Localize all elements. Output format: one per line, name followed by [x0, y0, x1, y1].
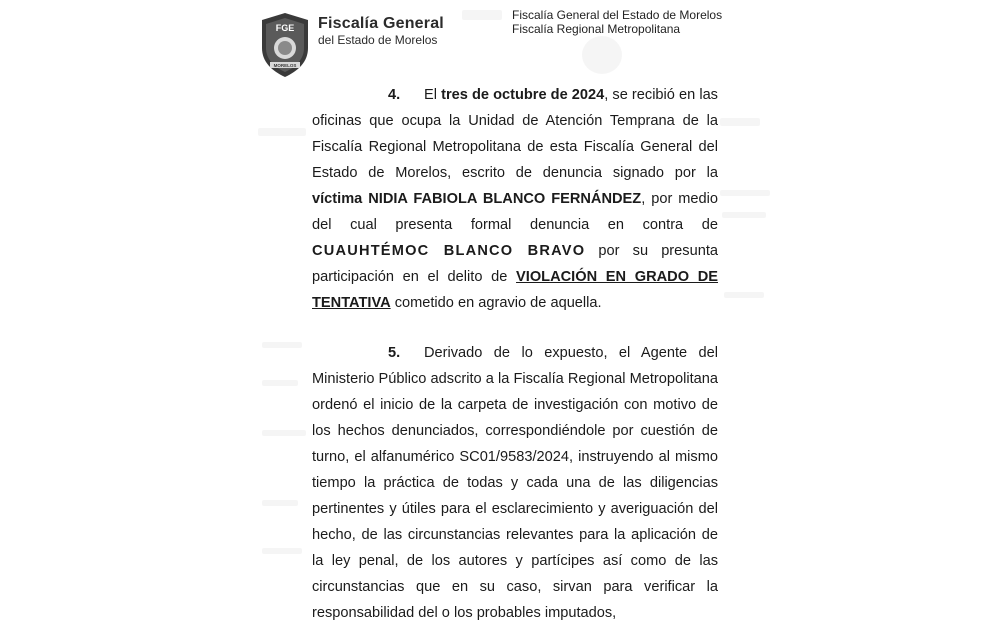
paragraph-number: 5. [388, 345, 401, 361]
paragraph-4 [312, 82, 718, 316]
bleed-through-mark [258, 128, 306, 136]
org-subtitle: del Estado de Morelos [318, 33, 438, 47]
bleed-through-mark [262, 548, 302, 554]
paragraph-5 [312, 340, 718, 620]
bleed-through-mark [462, 10, 502, 20]
org-title: Fiscalía General [318, 15, 444, 32]
crime-name: VIOLACIÓN EN GRADO DE TENTATIVA [312, 269, 719, 311]
victim-name: víctima NIDIA FABIOLA BLANCO FERNÁNDEZ [312, 191, 642, 207]
bleed-through-mark [724, 292, 764, 298]
bleed-through-mark [262, 500, 298, 506]
paragraph-text: , se recibió en las oficinas que ocupa la Unidad de Atención Temprana de la Fiscalía Regional Metropolitana de esta Fiscalía General del Estado de Morelos, escrito de denuncia signado por la [312, 87, 718, 181]
paragraph-text: , por medio del cual presenta formal denuncia en contra de [312, 191, 718, 233]
bleed-through-mark [720, 118, 760, 126]
paragraph-number: 4. [388, 87, 401, 103]
header-right-line-1: Fiscalía General del Estado de Morelos [512, 8, 723, 22]
header-right-line-2: Fiscalía Regional Metropolitana [512, 22, 681, 36]
bleed-through-mark [720, 190, 770, 196]
logo-badge-text: FGE [275, 23, 295, 33]
organization-name [318, 16, 444, 46]
paragraph-text: El [424, 87, 442, 103]
bleed-through-mark [262, 430, 306, 436]
fge-shield-logo-icon [258, 12, 312, 78]
bleed-through-mark [262, 342, 302, 348]
paragraph-text: por su presunta participación en el delito de [312, 243, 718, 285]
accused-name: CUAUHTÉMOC BLANCO BRAVO [312, 243, 586, 259]
date-text: tres de octubre de 2024 [441, 87, 605, 103]
bleed-through-mark [262, 380, 298, 386]
bleed-through-mark [582, 36, 622, 74]
paragraph-text: cometido en agravio de aquella. [390, 295, 602, 311]
paragraph-text: Derivado de lo expuesto, el Agente del Ministerio Público adscrito a la Fiscalía Regional Metropolitana ordenó el inicio de la carpeta de investigación con motivo de los hechos denunciados, correspondiéndole por cuestión de turno, el alfanumérico SC01/9583/2024, instruyendo al mismo tiempo la práctica de todas y cada una de las diligencias pertinentes y útiles para el esclarecimiento y averiguación del hecho, de las circunstancias relevantes para la aplicación de la ley penal, de los autores y partícipes así como de las circunstancias que en su caso, sirvan para verificar la responsabilidad del o los probables imputados, [312, 345, 718, 620]
document-body [312, 82, 718, 620]
bleed-through-mark [722, 212, 766, 218]
header-right-block [512, 8, 722, 36]
logo-banner-text: MORELOS [273, 63, 297, 68]
